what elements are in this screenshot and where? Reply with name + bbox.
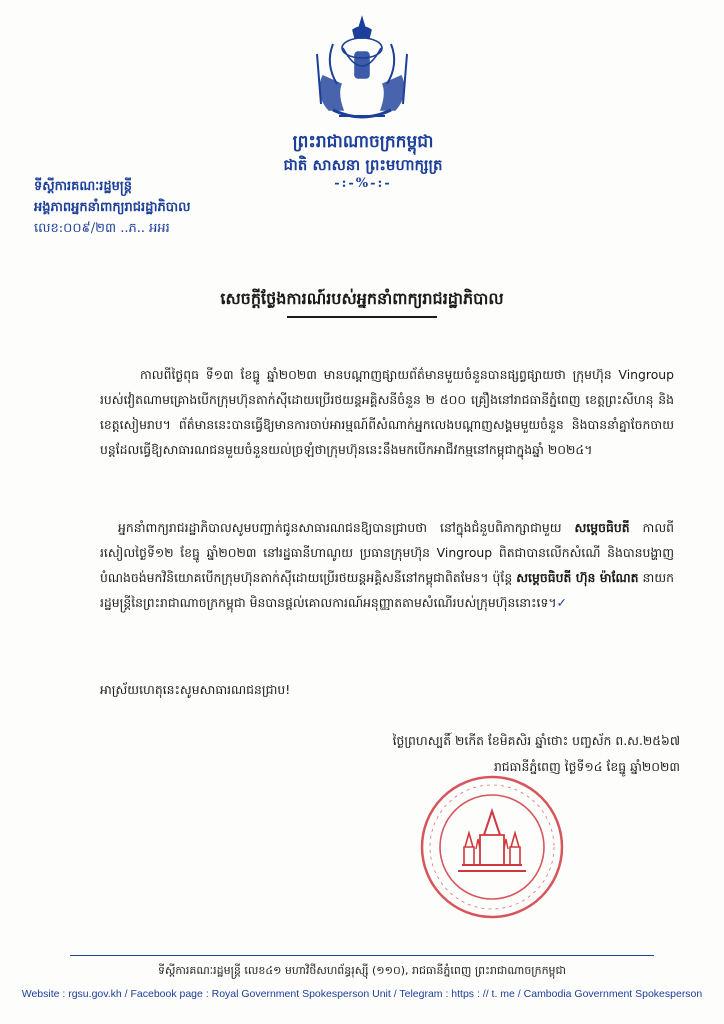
- paragraph-2-bold-2: សម្តេចធិបតី ហ៊ុន ម៉ាណែត: [516, 570, 639, 585]
- office-line-2: អង្គភាពអ្នកនាំពាក្យរាជរដ្ឋាភិបាល: [34, 200, 191, 215]
- office-line-1: ទីស្តីការគណៈរដ្ឋមន្ត្រី: [34, 179, 132, 194]
- royal-coat-of-arms-icon: [303, 14, 421, 126]
- paragraph-2: [100, 515, 674, 615]
- title-underline: [287, 316, 437, 318]
- reference-number: លេខ:០០៩/២៣ ..ភ.. អអរ: [34, 221, 170, 236]
- issuing-office: [34, 176, 294, 239]
- solar-date: រាជធានីភ្នំពេញ ថ្ងៃទី១៤ ខែធ្នូ ឆ្នាំ២០២៣: [493, 759, 680, 774]
- check-mark-icon: ✓: [556, 595, 567, 610]
- document-title: [0, 288, 724, 318]
- footer-contact-links: Website : rgsu.gov.kh / Facebook page : Royal Government Spokesperson Unit / Telegram : https : // t. me / Cambodia Government Spokesperson: [21, 988, 703, 1000]
- kingdom-header: [268, 130, 458, 192]
- paragraph-1: កាលពីថ្ងៃពុធ ទី១៣ ខែធ្នូ ឆ្នាំ២០២៣ មានបណ្តាញផ្សាយព័ត៌មានមួយចំនួនបានផ្សព្វផ្សាយថា ក្រុមហ៊ុន Vingroup របស់វៀតណាមគ្រោងបើកក្រុមហ៊ុនតាក់ស៊ីដោយប្រើរថយន្តអគ្គិសនីចំនួន ២ ៥០០ គ្រឿងនៅរាជធានីភ្នំពេញ ខេត្តព្រះសីហនុ និងខេត្តសៀមរាប។ ព័ត៌មាននេះបានធ្វើឱ្យមានការចាប់អារម្មណ៍ពីសំណាក់អ្នកលេងបណ្តាញសង្គមមួយចំនួន និងបាននាំគ្នាចែកចាយបន្តដែលធ្វើឱ្យសាធារណជនមួយចំនួនយល់ច្រឡំថាក្រុមហ៊ុននេះនឹងមកបើកអាជីវកម្មនៅកម្ពុជាក្នុងឆ្នាំ ២០២៤។: [100, 367, 674, 457]
- footer-address: ទីស្តីការគណៈរដ្ឋមន្ត្រី លេខ៤១ មហាវិថីសហព័ន្ធរុស្ស៊ី (១១០), រាជធានីភ្នំពេញ ព្រះរាជាណាចក្រកម្ពុជា: [157, 964, 567, 977]
- paragraph-2-bold-1: សម្តេចធិបតី: [574, 520, 630, 535]
- paragraph-2-part-3: នាយករដ្ឋមន្ត្រីនៃព្រះរាជាណាចក្រកម្ពុជា មិនបានផ្តល់គោលការណ៍អនុញ្ញាតតាមសំណើរបស់ក្រុមហ៊ុននោះទេ។: [100, 570, 674, 610]
- footer-divider: [70, 955, 654, 956]
- angkor-wat-seal-icon: [418, 773, 566, 921]
- lunar-date: ថ្ងៃព្រហស្បតិ៍ ២កើត ខែមិគសិរ ឆ្នាំថោះ បញ្ចស័ក ព.ស.២៥៦៧: [392, 733, 680, 748]
- kingdom-name: ព្រះរាជាណាចក្រកម្ពុជា: [292, 132, 434, 152]
- paragraph-2-part-2: កាលពីរសៀលថ្ងៃទី១២ ខែធ្នូ ឆ្នាំ២០២៣ នៅរដ្ឋធានីហាណូយ ប្រធានក្រុមហ៊ុន Vingroup ពិតជាបានលើកសំណើ និងបានបង្ហាញបំណងចង់មកវិនិយោគបើកក្រុមហ៊ុនតាក់ស៊ីដោយប្រើរថយន្តអគ្គិសនីនៅកម្ពុជាពិតមែន។ ប៉ុន្តែ: [100, 520, 674, 585]
- paragraph-3: អាស្រ័យហេតុនេះសូមសាធារណជនជ្រាប!: [100, 682, 291, 697]
- ornament-divider: -:-%-:-: [334, 176, 392, 191]
- paragraph-2-part-1: អ្នកនាំពាក្យរាជរដ្ឋាភិបាលសូមបញ្ជាក់ជូនសាធារណជនឱ្យបានជ្រាបថា នៅក្នុងជំនួបពិភាក្សាជាមួយ: [118, 520, 575, 535]
- document-title-text: សេចក្តីថ្លែងការណ៍របស់អ្នកនាំពាក្យរាជរដ្ឋាភិបាល: [220, 289, 504, 308]
- national-motto: ជាតិ សាសនា ព្រះមហាក្សត្រ: [283, 156, 443, 174]
